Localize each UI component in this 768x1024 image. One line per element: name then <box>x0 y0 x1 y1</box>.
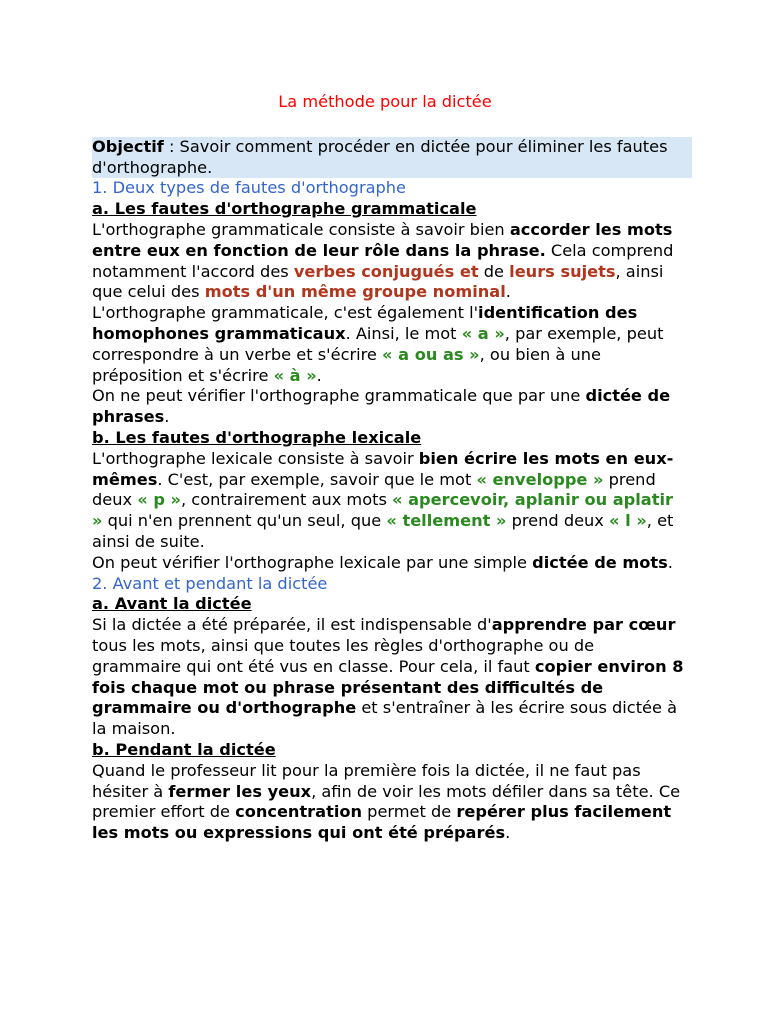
objective-box <box>92 137 692 179</box>
document-body <box>92 92 684 844</box>
text-run: L'orthographe grammaticale, c'est également l' <box>92 303 479 323</box>
section-2b-heading: b. Pendant la dictée <box>92 739 276 759</box>
text-run: L'orthographe grammaticale consiste à savoir bien <box>92 219 510 239</box>
text-run: qui n'en prennent qu'un seul, que <box>102 511 387 531</box>
highlight-term: leurs sujets <box>509 261 616 281</box>
section-2a-heading: a. Avant la dictée <box>92 594 252 614</box>
text-run: , ou bien à une préposition et s'écrire <box>92 344 601 385</box>
text-run: prend deux <box>92 469 656 510</box>
example-word: « l » <box>609 511 647 531</box>
text-run: prend deux <box>506 511 610 531</box>
bold-run: accorder les mots entre eux en fonction de leur rôle dans la phrase. <box>92 219 673 260</box>
bold-run: dictée de mots <box>532 552 668 572</box>
text-run: . C'est, par exemple, savoir que le mot <box>157 469 477 489</box>
highlight-term: verbes conjugués et <box>293 261 479 281</box>
bold-run: identification des homophones grammaticaux <box>92 303 638 343</box>
example-word: « apercevoir, aplanir ou aplatir » <box>92 490 673 531</box>
section-1a-heading: a. Les fautes d'orthographe grammaticale <box>92 199 477 219</box>
text-run: et s'entraîner à les écrire sous dictée à la maison. <box>92 698 678 739</box>
objective-text: : Savoir comment procéder en dictée pour éliminer les fautes d'orthographe. <box>92 136 668 177</box>
example-word: « p » <box>137 490 182 510</box>
bold-run: apprendre par cœur <box>491 615 676 635</box>
paragraph-lexical-2 <box>92 553 684 574</box>
objective-label: Objectif <box>92 136 164 156</box>
section-1b-heading: b. Les fautes d'orthographe lexicale <box>92 427 422 447</box>
section-1-heading: 1. Deux types de fautes d'orthographe <box>92 178 407 198</box>
page-title: La méthode pour la dictée <box>278 92 492 111</box>
bold-run: bien écrire les mots en eux-mêmes <box>92 448 674 489</box>
text-run: , par exemple, peut correspondre à un verbe et s'écrire <box>92 323 664 364</box>
text-run: , afin de voir les mots défiler dans sa tête. Ce premier effort de <box>92 781 681 822</box>
example-word: « tellement » <box>386 511 507 531</box>
text-run: Si la dictée a été préparée, il est indispensable d' <box>92 615 492 635</box>
text-run: L'orthographe lexicale consiste à savoir <box>92 448 419 468</box>
text-run: permet de <box>362 802 457 822</box>
example-word: « a ou as » <box>382 344 480 364</box>
paragraph-during-dictation <box>92 761 684 844</box>
example-word: « a » <box>461 323 505 343</box>
text-run: Quand le professeur lit pour la première fois la dictée, il ne faut pas hésiter à <box>92 760 641 801</box>
text-run: . Ainsi, le mot <box>345 323 462 343</box>
example-word: « enveloppe » <box>476 469 604 489</box>
paragraph-grammatical-2 <box>92 303 684 386</box>
text-run: On ne peut vérifier l'orthographe grammaticale que par une <box>92 386 586 406</box>
bold-run: copier environ 8 fois chaque mot ou phrase présentant des difficultés de grammaire ou d'orthographe <box>92 656 684 718</box>
text-run: Cela comprend notamment l'accord des <box>92 240 674 281</box>
text-run: . <box>505 282 511 302</box>
paragraph-grammatical-3 <box>92 386 684 428</box>
text-run: . <box>667 552 673 572</box>
bold-run: dictée de phrases <box>92 386 671 427</box>
bold-run: fermer les yeux <box>168 781 312 801</box>
text-run: . <box>164 407 170 427</box>
text-run: de <box>478 261 510 281</box>
text-run: , et ainsi de suite. <box>92 511 674 551</box>
bold-run: concentration <box>235 802 363 822</box>
paragraph-grammatical-1 <box>92 220 684 303</box>
text-run: . <box>505 823 511 843</box>
bold-run: repérer plus facilement les mots ou expressions qui ont été préparés <box>92 802 672 843</box>
text-run: , ainsi que celui des <box>92 261 664 302</box>
example-word: « à » <box>273 365 317 385</box>
text-run: . <box>316 365 322 385</box>
section-2-heading: 2. Avant et pendant la dictée <box>92 573 328 593</box>
text-run: , contrairement aux mots <box>181 490 393 510</box>
text-run: tous les mots, ainsi que toutes les règles d'orthographe ou de grammaire qui ont été vus en classe. Pour cela, il faut <box>92 635 595 676</box>
highlight-term: mots d'un même groupe nominal <box>204 282 506 302</box>
paragraph-before-dictation <box>92 615 684 740</box>
paragraph-lexical-1 <box>92 449 684 553</box>
text-run: On peut vérifier l'orthographe lexicale par une simple <box>92 552 533 572</box>
